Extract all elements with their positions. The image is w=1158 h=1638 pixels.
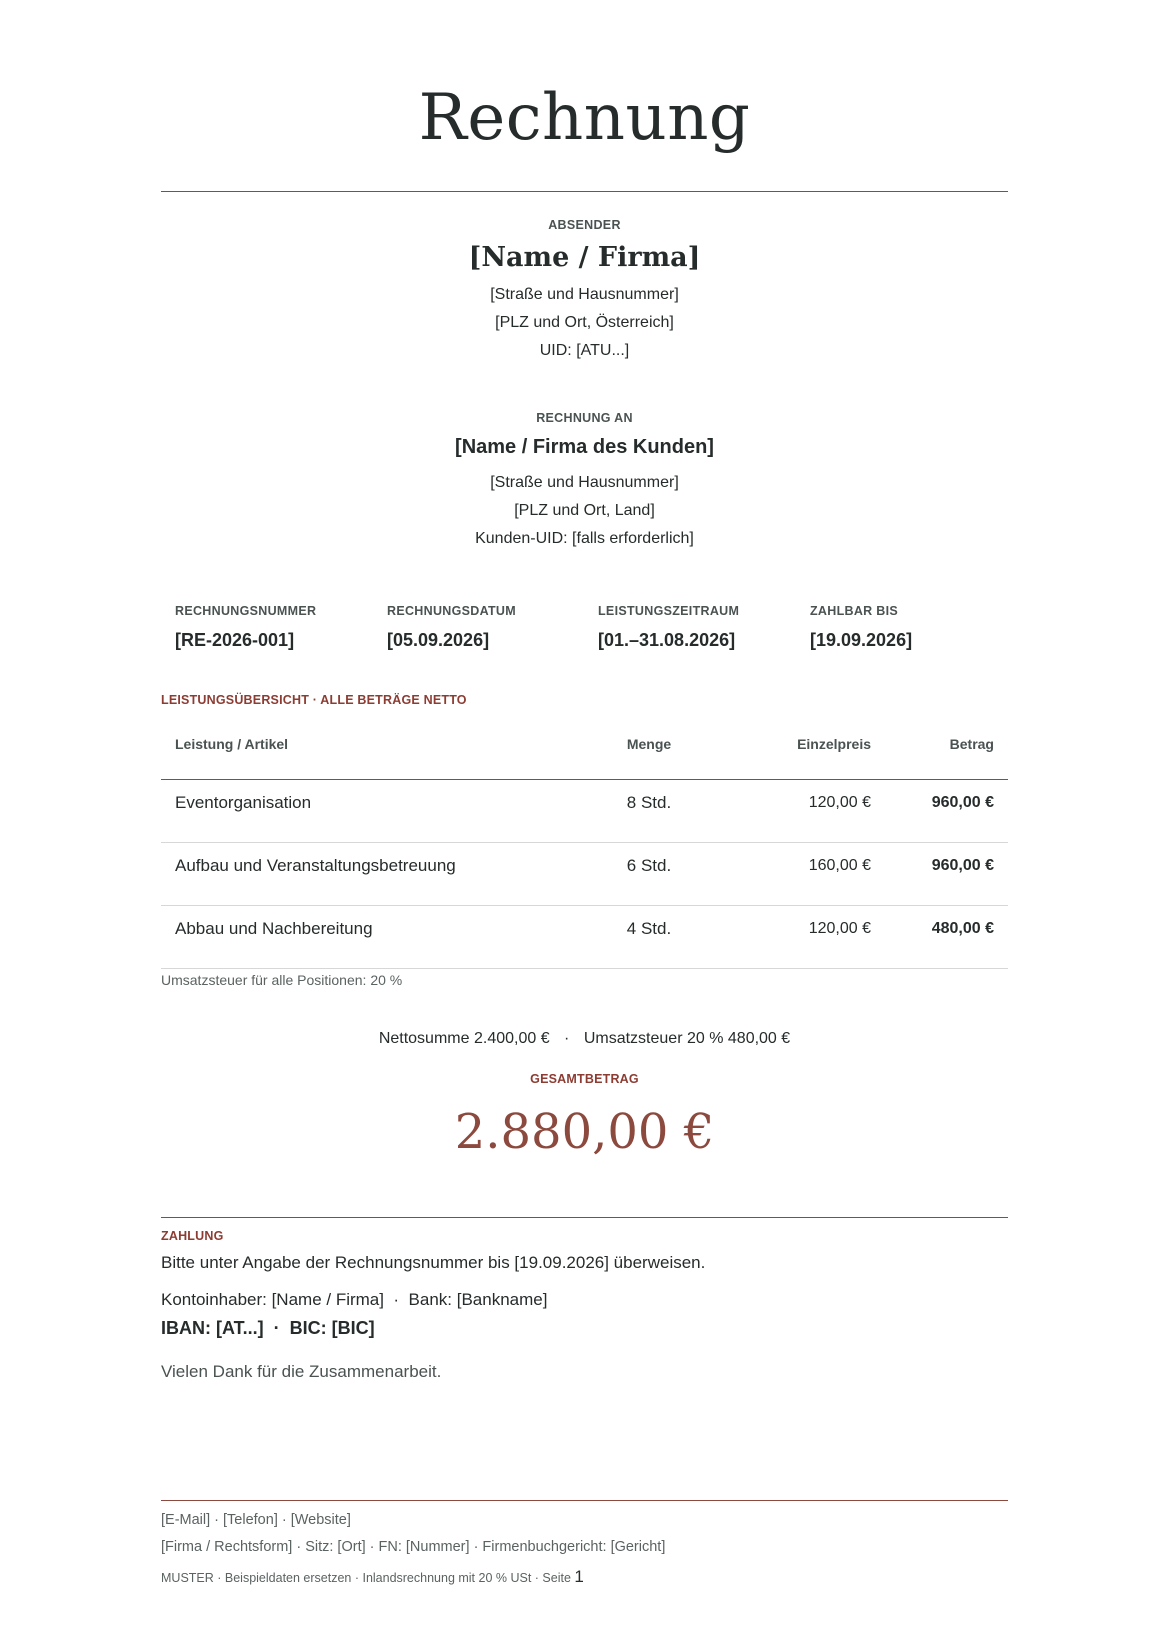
header-amount: Betrag <box>949 736 994 752</box>
row-amount: 960,00 € <box>931 794 994 811</box>
page-number: 1 <box>574 1567 584 1586</box>
row-unit-price: 120,00 € <box>808 794 871 811</box>
sender-street: [Straße und Hausnummer] <box>490 286 679 303</box>
meta-invoice-number <box>175 604 316 651</box>
meta-value: [01.–31.08.2026] <box>598 630 736 650</box>
sender-uid: UID: [ATU...] <box>539 342 630 359</box>
grand-total-label: GESAMTBETRAG <box>530 1072 639 1086</box>
meta-label: RECHNUNGSDATUM <box>387 604 516 618</box>
recipient-street: [Straße und Hausnummer] <box>490 474 679 491</box>
sender-block <box>161 218 1008 365</box>
grand-total-value: 2.880,00 € <box>454 1104 715 1160</box>
meta-invoice-date <box>387 604 516 651</box>
row-unit-price: 120,00 € <box>808 920 871 937</box>
thanks-note: Vielen Dank für die Zusammenarbeit. <box>161 1362 442 1381</box>
totals-separator: · <box>564 1030 570 1047</box>
sender-city: [PLZ und Ort, Österreich] <box>495 314 674 331</box>
footer-note-text: MUSTER · Beispieldaten ersetzen · Inlandsrechnung mit 20 % USt · Seite <box>161 1571 571 1585</box>
footer-contact: [E-Mail] · [Telefon] · [Website] <box>161 1512 351 1528</box>
tax-value: 480,00 € <box>727 1030 791 1047</box>
row-qty: 6 Std. <box>626 856 672 875</box>
table-header <box>161 724 1008 780</box>
meta-label: RECHNUNGSNUMMER <box>175 604 317 618</box>
net-label: Nettosumme <box>378 1030 470 1047</box>
sender-label: ABSENDER <box>548 218 621 232</box>
page-title: Rechnung <box>418 81 751 155</box>
row-item: Eventorganisation <box>175 793 312 812</box>
payment-label: ZAHLUNG <box>161 1229 224 1243</box>
payment-instruction: Bitte unter Angabe der Rechnungsnummer bis [19.09.2026] überweisen. <box>161 1253 706 1272</box>
row-item: Aufbau und Veranstaltungsbetreuung <box>175 856 456 875</box>
title-divider <box>161 191 1008 192</box>
header-qty: Menge <box>626 736 672 752</box>
net-value: 2.400,00 € <box>473 1030 550 1047</box>
tax-note: Umsatzsteuer für alle Positionen: 20 % <box>161 972 403 988</box>
recipient-block <box>161 411 1008 553</box>
meta-value: [RE-2026-001] <box>175 630 295 650</box>
row-amount: 960,00 € <box>931 857 994 874</box>
recipient-city: [PLZ und Ort, Land] <box>514 502 655 519</box>
recipient-label: RECHNUNG AN <box>536 411 633 425</box>
header-unit-price: Einzelpreis <box>797 736 871 752</box>
row-item: Abbau und Nachbereitung <box>175 919 373 938</box>
row-unit-price: 160,00 € <box>808 857 871 874</box>
tax-label: Umsatzsteuer 20 % <box>583 1030 724 1047</box>
payment-bank-ids: IBAN: [AT...] · BIC: [BIC] <box>161 1318 375 1338</box>
items-section-label: LEISTUNGSÜBERSICHT · ALLE BETRÄGE NETTO <box>161 693 467 707</box>
table-row <box>161 906 1008 969</box>
items-table <box>161 724 1008 969</box>
payment-divider <box>161 1217 1008 1218</box>
table-row <box>161 780 1008 843</box>
row-qty: 4 Std. <box>626 919 672 938</box>
meta-value: [05.09.2026] <box>387 630 490 650</box>
meta-label: ZAHLBAR BIS <box>810 604 899 618</box>
meta-label: LEISTUNGSZEITRAUM <box>598 604 740 618</box>
recipient-name: [Name / Firma des Kunden] <box>455 436 714 458</box>
sender-name: [Name / Firma] <box>468 242 701 273</box>
recipient-uid: Kunden-UID: [falls erforderlich] <box>475 530 694 547</box>
payment-account: Kontoinhaber: [Name / Firma] · Bank: [Bankname] <box>161 1290 548 1309</box>
totals-summary <box>161 1030 1008 1048</box>
meta-due-date <box>810 604 912 651</box>
footer-company: [Firma / Rechtsform] · Sitz: [Ort] · FN: [Nummer] · Firmenbuchgericht: [Gericht] <box>161 1539 666 1555</box>
table-row <box>161 843 1008 906</box>
footer-note <box>161 1567 584 1587</box>
row-qty: 8 Std. <box>626 793 672 812</box>
row-amount: 480,00 € <box>931 920 994 937</box>
header-item: Leistung / Artikel <box>175 736 289 752</box>
meta-service-period <box>598 604 739 651</box>
footer-divider <box>161 1500 1008 1501</box>
meta-value: [19.09.2026] <box>810 630 913 650</box>
